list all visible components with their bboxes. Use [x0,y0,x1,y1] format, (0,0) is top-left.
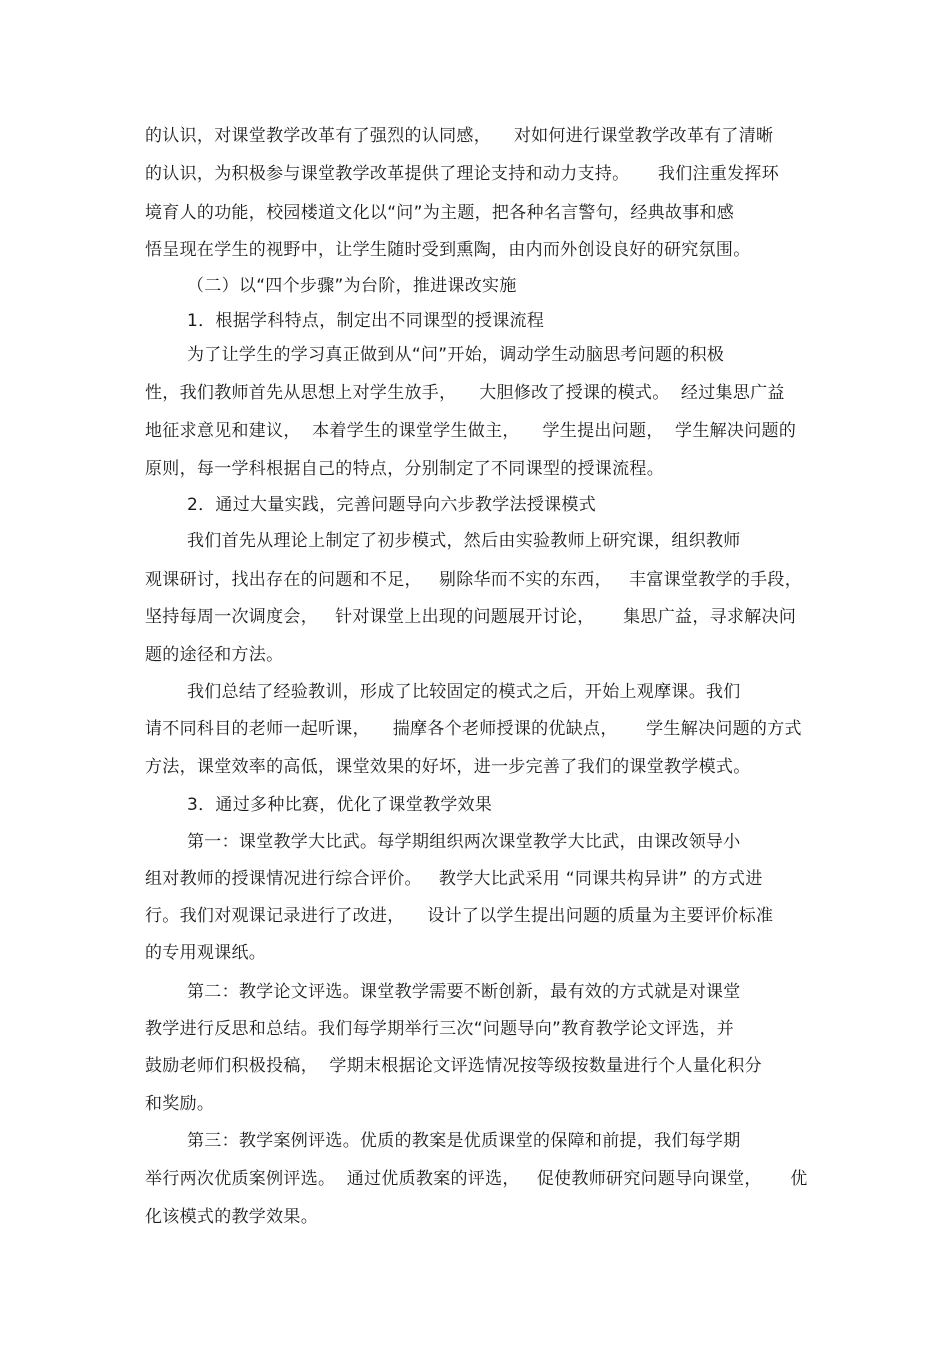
body-text-line: 教学进行反思和总结。我们每学期举行三次“问题导向”教育教学论文评选，并 [145,1019,735,1039]
body-text-line: 的认识，为积极参与课堂教学改革提供了理论支持和动力支持。 我们注重发挥环 [145,164,780,184]
body-text-line: 的专用观课纸。 [145,943,267,963]
paragraph-first-line: 我们总结了经验教训，形成了比较固定的模式之后，开始上观摩课。我们 [187,682,741,702]
paragraph-first-line: 我们首先从理论上制定了初步模式，然后由实验教师上研究课，组织教师 [187,531,741,551]
subsection-heading: 2．通过大量实践，完善问题导向六步教学法授课模式 [187,495,597,515]
body-text-line: 举行两次优质案例评选。 通过优质教案的评选， 促使教师研究问题导向课堂， 优 [145,1169,808,1189]
body-text-line: 方法，课堂效率的高低，课堂效果的好坏，进一步完善了我们的课堂教学模式。 [145,757,751,777]
body-text-line: 坚持每周一次调度会， 针对课堂上出现的问题展开讨论， 集思广益，寻求解决问 [145,607,797,627]
subsection-heading: 3．通过多种比赛，优化了课堂教学效果 [187,795,493,815]
body-text-line: 性，我们教师首先从思想上对学生放手， 大胆修改了授课的模式。 经过集思广益 [145,383,785,403]
body-text-line: 悟呈现在学生的视野中，让学生随时受到熏陶，由内而外创设良好的研究氛围。 [145,240,751,260]
body-text-line: 题的途径和方法。 [145,645,284,665]
paragraph-first-line: 第三：教学案例评选。优质的教案是优质课堂的保障和前提，我们每学期 [187,1131,741,1151]
body-text-line: 化该模式的教学效果。 [145,1207,318,1227]
subsection-heading: 1．根据学科特点，制定出不同课型的授课流程 [187,311,545,331]
body-text-line: 地征求意见和建议， 本着学生的课堂学生做主， 学生提出问题， 学生解决问题的 [145,421,797,441]
paragraph-first-line: 第二：教学论文评选。课堂教学需要不断创新，最有效的方式就是对课堂 [187,982,741,1002]
body-text-line: 原则，每一学科根据自己的特点，分别制定了不同课型的授课流程。 [145,459,664,479]
body-text-line: 和奖励。 [145,1094,215,1114]
body-text-line: 鼓励老师们积极投稿， 学期末根据论文评选情况按等级按数量进行个人量化积分 [145,1056,762,1076]
body-text-line: 组对教师的授课情况进行综合评价。 教学大比武采用 “同课共构异讲” 的方式进 [145,869,763,889]
body-text-line: 的认识，对课堂教学改革有了强烈的认同感， 对如何进行课堂教学改革有了清晰 [145,126,774,146]
body-text-line: 境育人的功能，校园楼道文化以“问”为主题，把各种名言警句，经典故事和感 [145,203,735,223]
section-heading: （二）以“四个步骤”为台阶，推进课改实施 [187,276,517,296]
body-text-line: 请不同科目的老师一起听课， 揣摩各个老师授课的优缺点， 学生解决问题的方式 [145,719,802,739]
body-text-line: 观课研讨，找出存在的问题和不足， 剔除华而不实的东西， 丰富课堂教学的手段， [145,570,803,590]
paragraph-first-line: 第一：课堂教学大比武。每学期组织两次课堂教学大比武，由课改领导小 [187,832,741,852]
paragraph-first-line: 为了让学生的学习真正做到从“问”开始，调动学生动脑思考问题的积极 [187,345,725,365]
body-text-line: 行。我们对观课记录进行了改进， 设计了以学生提出问题的质量为主要评价标准 [145,906,774,926]
